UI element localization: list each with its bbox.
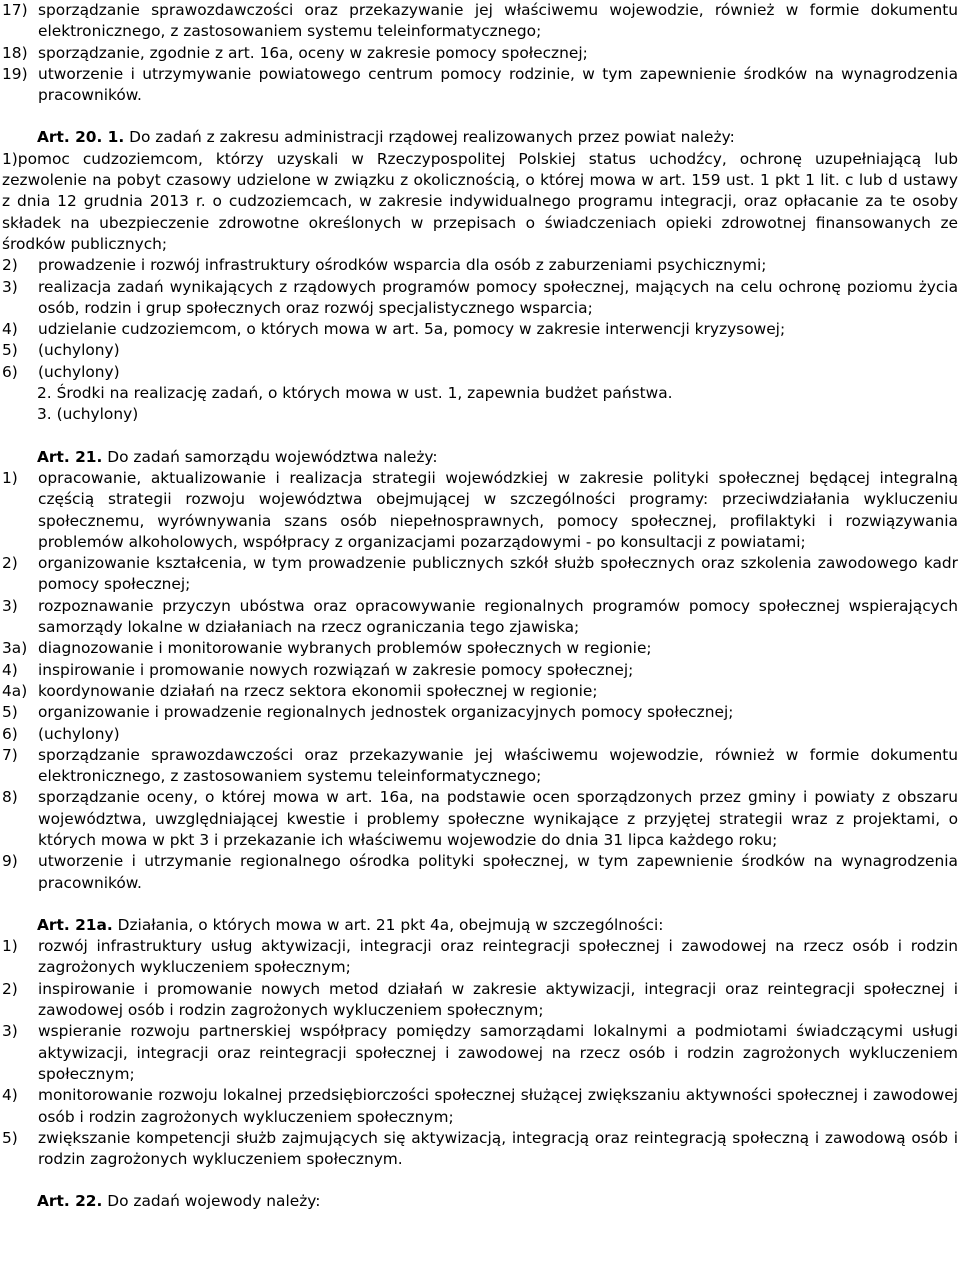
art22-intro: Do zadań wojewody należy: — [102, 1192, 321, 1211]
section-gap — [2, 106, 958, 127]
art20-intro: Do zadań z zakresu administracji rządowej realizowanych przez powiat należy: — [124, 128, 735, 147]
art21-item — [2, 745, 958, 788]
art21-paragraph — [2, 447, 958, 468]
art20-heading: Art. 20. 1. — [37, 128, 125, 147]
item-number: 4a) — [2, 681, 28, 700]
item-text: zwiększanie kompetencji służb zajmujących się aktywizacją, integracją oraz reintegracją społeczną i zawodową osób i rodzin zagrożonych wykluczeniem społecznym. — [38, 1128, 958, 1169]
art21-item-list — [2, 468, 958, 894]
art21-item — [2, 553, 958, 596]
section-gap — [2, 894, 958, 915]
item-text: organizowanie i prowadzenie regionalnych jednostek organizacyjnych pomocy społecznej; — [38, 703, 734, 722]
art20-item — [2, 255, 958, 276]
item-text: koordynowanie działań na rzecz sektora ekonomii społecznej w regionie; — [38, 681, 598, 700]
item-number: 3) — [2, 277, 18, 296]
item-text: wspieranie rozwoju partnerskiej współpracy pomiędzy samorządami lokalnymi a podmiotami świadczącymi usługi aktywizacji, integracji oraz reintegracji społecznej i zawodowej na rzecz osób i rodzin zagrożonych wykluczeniem społecznym; — [38, 1022, 958, 1083]
art22-heading: Art. 22. — [37, 1192, 103, 1211]
item-text: rozwój infrastruktury usług aktywizacji, integracji oraz reintegracji społecznej i zawodowej na rzecz osób i rodzin zagrożonych wykluczeniem społecznym; — [38, 937, 958, 977]
item-text: utworzenie i utrzymywanie powiatowego centrum pomocy rodzinie, w tym zapewnienie środków na wynagrodzenia pracowników. — [38, 64, 958, 105]
art21-item — [2, 681, 958, 702]
item-text: inspirowanie i promowanie nowych metod działań w zakresie aktywizacji, integracji oraz reintegracji społecznej i zawodowej osób i rodzin zagrożonych wykluczeniem społecznym; — [38, 979, 958, 1020]
item-text: opracowanie, aktualizowanie i realizacja strategii wojewódzkiej w zakresie polityki społecznej będącej integralną częścią strategii rozwoju województwa obejmującej w szczególności programy: przeciwdziałania wykluczeniu społecznemu, wyrównywania szans osób niepełnosprawnych, pomocy społecznej, profilaktyki i rozwiązywania problemów alkoholowych, współpracy z organizacjami pozarządowymi - po konsultacji z powiatami; — [38, 468, 958, 551]
item-number: 3) — [2, 596, 18, 615]
item-text: utworzenie i utrzymanie regionalnego ośrodka polityki społecznej, w tym zapewnienie środków na wynagrodzenia pracowników. — [38, 852, 958, 892]
item-number: 6) — [2, 724, 18, 743]
art20-first-item: 1)pomoc cudzoziemcom, którzy uzyskali w Rzeczypospolitej Polskiej status uchodźcy, ochronę uzupełniającą lub zezwolenie na pobyt czasowy udzielone w związku z okolicznością, o której mowa w art. 159 ust. 1 pkt 1 lit. c lub d ustawy z dnia 12 grudnia 2013 r. o cudzoziemcach, w zakresie indywidualnego programu integracji, oraz opłacanie za te osoby składek na ubezpieczenie zdrowotne określonych w przepisach o świadczeniach opieki zdrowotnej finansowanych ze środków publicznych; — [2, 149, 958, 253]
art21a-item — [2, 1128, 958, 1171]
item-text: realizacja zadań wynikających z rządowych programów pomocy społecznej, mających na celu ochronę poziomu życia osób, rodzin i grup społecznych oraz rozwój specjalistycznego wsparcia; — [38, 277, 958, 317]
item-number: 8) — [2, 788, 18, 807]
item-number: 2) — [2, 979, 18, 998]
item-text: inspirowanie i promowanie nowych rozwiązań w zakresie pomocy społecznej; — [38, 660, 634, 679]
art21a-heading: Art. 21a. — [37, 915, 113, 934]
art21a-paragraph — [2, 915, 958, 936]
item-text: sporządzanie, zgodnie z art. 16a, oceny w zakresie pomocy społecznej; — [38, 43, 588, 62]
art21-item — [2, 660, 958, 681]
art21a-item — [2, 936, 958, 979]
art20-paragraph — [2, 127, 958, 148]
item-number: 19) — [2, 64, 28, 83]
item-number: 9) — [2, 852, 18, 871]
item-number: 5) — [2, 341, 18, 360]
art21a-item — [2, 1021, 958, 1085]
item-text: prowadzenie i rozwój infrastruktury ośrodków wsparcia dla osób z zaburzeniami psychicznymi; — [38, 256, 767, 275]
art20-item — [2, 319, 958, 340]
item-text: sporządzanie sprawozdawczości oraz przekazywanie jej właściwemu wojewodzie, również w formie dokumentu elektronicznego, z zastosowaniem systemu teleinformatycznego; — [38, 745, 958, 786]
item-number: 1) — [2, 468, 18, 487]
art21-item — [2, 638, 958, 659]
art21a-intro: Działania, o których mowa w art. 21 pkt 4a, obejmują w szczególności: — [112, 915, 664, 934]
art20-ust3: 3. (uchylony) — [37, 405, 139, 424]
art21a-item — [2, 1085, 958, 1128]
item-number: 7) — [2, 745, 18, 764]
item-number: 5) — [2, 703, 18, 722]
art21a-item — [2, 979, 958, 1022]
top-item — [2, 0, 958, 43]
item-number: 1) — [2, 937, 18, 956]
item-text: diagnozowanie i monitorowanie wybranych problemów społecznych w regionie; — [38, 639, 652, 658]
item-text: (uchylony) — [38, 724, 120, 743]
item-number: 4) — [2, 660, 18, 679]
item-number: 3a) — [2, 639, 28, 658]
item-text: (uchylony) — [38, 341, 120, 360]
art20-item — [2, 340, 958, 361]
section-gap — [2, 1170, 958, 1191]
art21a-item-list — [2, 936, 958, 1170]
art21-item — [2, 851, 958, 894]
art21-item — [2, 468, 958, 553]
item-text: sporządzanie oceny, o której mowa w art. 16a, na podstawie ocen sporządzonych przez gminy i powiaty z obszaru województwa, uwzględniającej kwestie i problemy społeczne wynikające z przyjętej strategii wraz z projektami, o których mowa w pkt 3 i przekazanie ich właściwemu wojewodzie do dnia 31 lipca każdego roku; — [38, 788, 958, 849]
item-number: 18) — [2, 43, 28, 62]
art21-item — [2, 702, 958, 723]
item-text: udzielanie cudzoziemcom, o których mowa w art. 5a, pomocy w zakresie interwencji kryzysowej; — [38, 320, 786, 339]
art21-heading: Art. 21. — [37, 447, 103, 466]
top-item-list — [2, 0, 958, 106]
art20-ust2: 2. Środki na realizację zadań, o których mowa w ust. 1, zapewnia budżet państwa. — [37, 384, 673, 403]
art21-intro: Do zadań samorządu województwa należy: — [102, 447, 438, 466]
item-number: 6) — [2, 362, 18, 381]
item-number: 2) — [2, 554, 18, 573]
art21-item — [2, 724, 958, 745]
art20-item — [2, 277, 958, 320]
item-number: 4) — [2, 1086, 18, 1105]
item-number: 4) — [2, 320, 18, 339]
item-number: 17) — [2, 1, 28, 19]
art20-item — [2, 362, 958, 383]
art21-item — [2, 787, 958, 851]
item-text: monitorowanie rozwoju lokalnej przedsiębiorczości społecznej służącej zwiększaniu aktywności społecznej i zawodowej osób i rodzin zagrożonych wykluczeniem społecznym; — [38, 1086, 958, 1126]
top-item — [2, 43, 958, 64]
item-number: 3) — [2, 1022, 18, 1041]
top-item — [2, 64, 958, 107]
item-text: sporządzanie sprawozdawczości oraz przekazywanie jej właściwemu wojewodzie, również w formie dokumentu elektronicznego, z zastosowaniem systemu teleinformatycznego; — [38, 1, 958, 41]
item-text: (uchylony) — [38, 362, 120, 381]
item-number: 5) — [2, 1128, 18, 1147]
item-number: 2) — [2, 256, 18, 275]
section-gap — [2, 426, 958, 447]
item-text: rozpoznawanie przyczyn ubóstwa oraz opracowywanie regionalnych programów pomocy społecznej wspierających samorządy lokalne w działaniach na rzecz ograniczania tego zjawiska; — [38, 596, 958, 637]
art21-item — [2, 596, 958, 639]
art20-item-list — [2, 255, 958, 383]
item-text: organizowanie kształcenia, w tym prowadzenie publicznych szkół służb społecznych oraz szkolenia zawodowego kadr pomocy społecznej; — [38, 554, 958, 594]
art22-paragraph — [2, 1191, 958, 1212]
